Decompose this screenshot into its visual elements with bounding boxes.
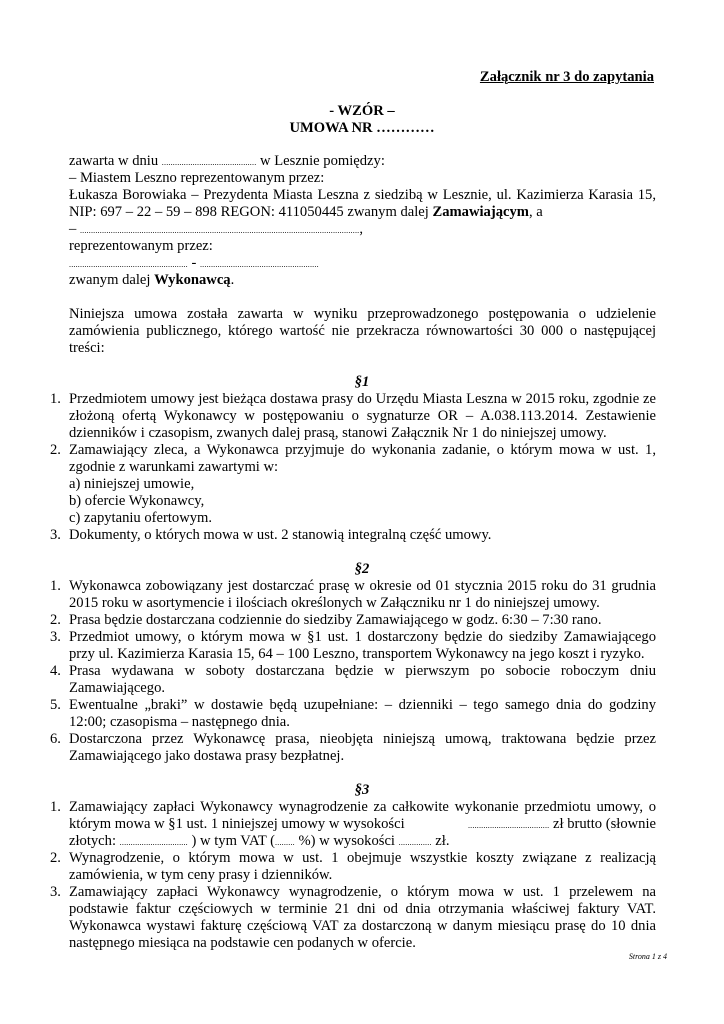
list-number: 1. — [50, 578, 61, 594]
zamawiajacy-term: Zamawiającym — [432, 204, 529, 220]
preamble-line-2: zamówienia publicznego, którego wartość nie przekracza równowartości 30 000 o następującej — [69, 323, 656, 339]
s2-p3-line1: Przedmiot umowy, o którym mowa w §1 ust. 1 dostarczony będzie do siedziby Zamawiającego — [69, 629, 656, 645]
list-number: 6. — [50, 731, 61, 747]
preamble-line-3: treści: — [69, 340, 105, 356]
s3-text: ) w tym VAT ( — [187, 833, 276, 849]
nip-text-end: , a — [528, 204, 543, 220]
attachment-label: Załącznik nr 3 do zapytania — [479, 69, 654, 85]
page-number: Strona 1 z 4 — [628, 952, 667, 961]
s2-p6-line2: Zamawiającego jako dostawa prasy bezpłatnej. — [69, 748, 345, 764]
list-number: 2. — [50, 850, 61, 866]
s2-p6-line1: Dostarczona przez Wykonawcę prasa, nieobjęta niniejszą umową, traktowana będzie przez — [69, 731, 656, 747]
s3-text: którym mowa w §1 ust. 1 niniejszej umowy w wysokości — [69, 816, 405, 832]
list-number: 3. — [50, 527, 61, 543]
s3-p3-line2: podstawie faktur częściowych w terminie 21 dni od dnia otrzymania właściwej faktury VAT. — [69, 901, 656, 917]
s2-p2-line1: Prasa będzie dostarczana codziennie do siedziby Zamawiającego w godz. 6:30 – 7:30 rano. — [69, 612, 602, 628]
represented-line: reprezentowanym przez: — [69, 238, 213, 254]
s1-p1-line2: złożoną ofertą Wykonawcy w postępowaniu o sygnaturze OR – A.038.113.2014. Zestawienie — [69, 408, 656, 424]
amount-words-blank: ............................... — [119, 838, 188, 847]
separator: - — [187, 255, 200, 271]
s2-p1-line1: Wykonawca zobowiązany jest dostarczać prasę w okresie od 01 stycznia 2015 roku do 31 grudnia — [69, 578, 656, 594]
s2-p4-line2: Zamawiającego. — [69, 680, 166, 696]
wykonawca-line — [69, 272, 234, 289]
s3-text: zł brutto (słownie — [549, 816, 656, 832]
list-number: 1. — [50, 799, 61, 815]
contractor-blank: ............................................................................................................................... — [79, 226, 360, 235]
s2-p5-line1: Ewentualne „braki” w dostawie będą uzupełniane: – dzienniki – tego samego dnia do godziny — [69, 697, 656, 713]
list-number: 2. — [50, 442, 61, 458]
section-1-heading: §1 — [354, 374, 370, 390]
s1-p2-line2: zgodnie z warunkami zawartymi w: — [69, 459, 279, 475]
s3-p3-line4: następnego miesiąca na podstawie cen podanych w ofercie. — [69, 935, 416, 951]
s2-p3-line2: przy ul. Kazimierza Karasia 15, 64 – 100 Leszno, transportem Wykonawcy na jego koszt i ryzyko. — [69, 646, 645, 662]
section-2-heading: §2 — [354, 561, 370, 577]
s1-p1-line3: dzienników i czasopism, zwanych dalej prasą, stanowi Załącznik Nr 1 do niniejszej umowy. — [69, 425, 607, 441]
s2-p4-line1: Prasa wydawana w soboty dostarczana będzie w pierwszym po sobocie roboczym dniu — [69, 663, 656, 679]
s1-p2-item-b: b) ofercie Wykonawcy, — [69, 493, 205, 509]
intro-date-line — [69, 153, 385, 171]
contractor-line — [69, 221, 363, 239]
s3-p3-line1: Zamawiający zapłaci Wykonawcy wynagrodzenie, o którym mowa w ust. 1 przelewem na — [69, 884, 656, 900]
wykonawca-term: Wykonawcą — [154, 272, 231, 288]
s1-p3-line1: Dokumenty, o których mowa w ust. 2 stanowią integralną część umowy. — [69, 527, 492, 543]
intro-text: w Lesznie pomiędzy: — [256, 153, 385, 169]
list-number: 3. — [50, 884, 61, 900]
representative-blanks — [69, 255, 319, 273]
document-title-line2: UMOWA NR ………… — [289, 120, 435, 136]
date-blank: ........................................... — [161, 158, 257, 167]
section-3-heading: §3 — [354, 782, 370, 798]
list-number: 3. — [50, 629, 61, 645]
list-number: 1. — [50, 391, 61, 407]
nip-line — [69, 204, 543, 221]
mayor-line: Łukasza Borowiaka – Prezydenta Miasta Leszna z siedzibą w Lesznie, ul. Kazimierza Karasia 15, — [69, 187, 656, 203]
representative-blank-2: ...................................................... — [199, 260, 319, 269]
list-number: 4. — [50, 663, 61, 679]
s2-p5-line2: 12:00; czasopisma – następnego dnia. — [69, 714, 290, 730]
s1-p2-line1: Zamawiający zleca, a Wykonawca przyjmuje do wykonania zadanie, o którym mowa w ust. 1, — [69, 442, 656, 458]
document-title-line1: - WZÓR – — [329, 103, 395, 119]
s3-p3-line3: Wykonawca wystawi fakturę częściową VAT za dostarczoną w danym miesiącu prasę do 10 dnia — [69, 918, 656, 934]
s3-text: %) w wysokości — [294, 833, 399, 849]
period: . — [230, 272, 235, 288]
s3-p1-line3 — [69, 833, 449, 851]
s1-p2-item-c: c) zapytaniu ofertowym. — [69, 510, 213, 526]
comma: , — [359, 221, 364, 237]
list-number: 5. — [50, 697, 61, 713]
s1-p1-line1: Przedmiotem umowy jest bieżąca dostawa prasy do Urzędu Miasta Leszna w 2015 roku, zgodnie ze — [69, 391, 656, 407]
s3-text: zł. — [431, 833, 450, 849]
s3-text: złotych: — [69, 833, 120, 849]
vat-rate-blank: ......... — [275, 838, 295, 847]
representative-blank-1: ...................................................... — [69, 260, 188, 269]
city-party-line: – Miastem Leszno reprezentowanym przez: — [69, 170, 325, 186]
list-number: 2. — [50, 612, 61, 628]
intro-text: zawarta w dniu — [69, 153, 162, 169]
s3-p2-line2: zamówienia, w tym ceny prasy i dzienników. — [69, 867, 333, 883]
wykonawca-text: zwanym dalej — [69, 272, 155, 288]
s3-p1-line1: Zamawiający zapłaci Wykonawcy wynagrodzenie za całkowite wykonanie przedmiotu umowy, o — [69, 799, 656, 815]
s3-p2-line1: Wynagrodzenie, o którym mowa w ust. 1 obejmuje wszystkie koszty związane z realizacją — [69, 850, 656, 866]
nip-text: NIP: 697 – 22 – 59 – 898 REGON: 411050445 zwanym dalej — [69, 204, 433, 220]
amount-blank: ..................................... — [467, 821, 550, 830]
vat-amount-blank: ............... — [398, 838, 432, 847]
s2-p1-line2: 2015 roku w asortymencie i ilościach określonych w Załączniku nr 1 do niniejszej umowy. — [69, 595, 600, 611]
s1-p2-item-a: a) niniejszej umowie, — [69, 476, 195, 492]
s3-p1-line2 — [69, 816, 656, 834]
preamble-line-1: Niniejsza umowa została zawarta w wyniku przeprowadzonego postępowania o udzielenie — [69, 306, 656, 322]
dash: – — [69, 221, 80, 237]
